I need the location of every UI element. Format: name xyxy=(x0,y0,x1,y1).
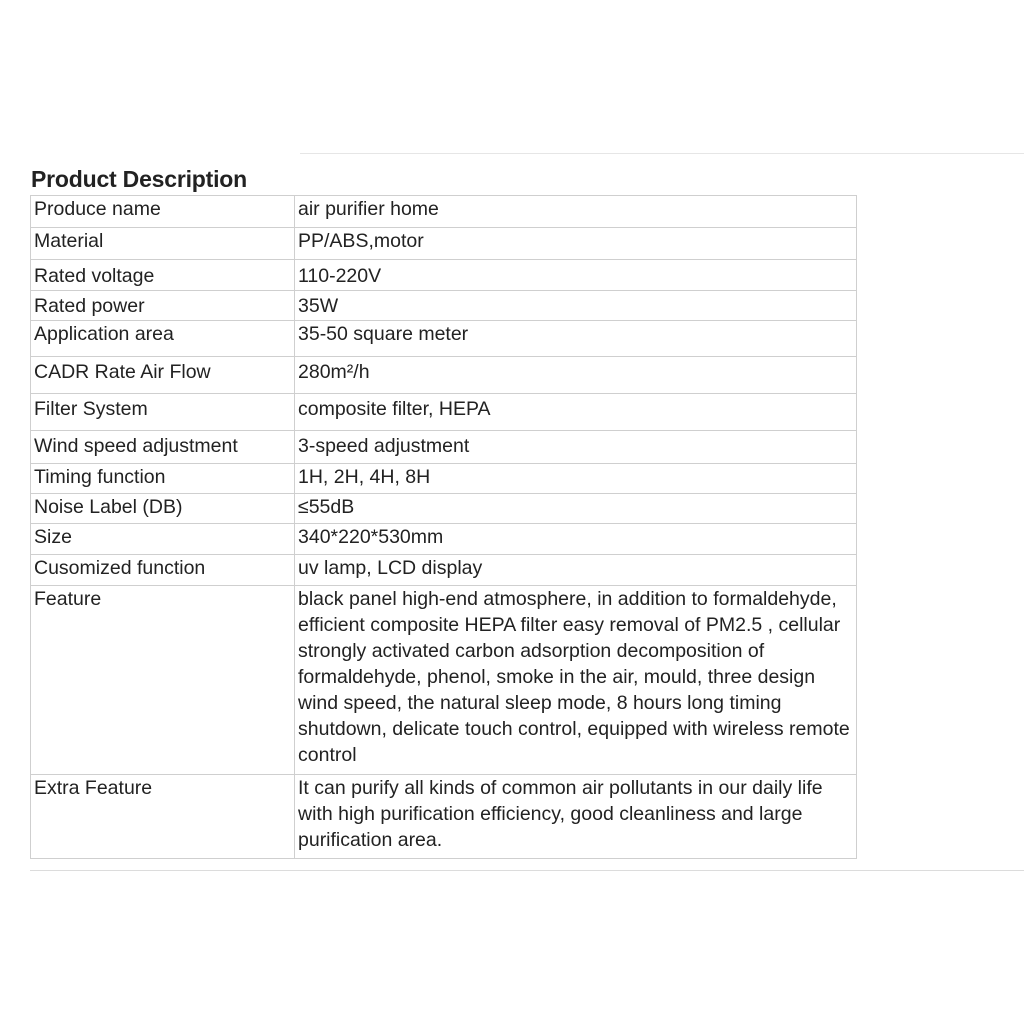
row-label: Timing function xyxy=(31,464,295,494)
table-row xyxy=(31,555,857,586)
row-label: Feature xyxy=(31,586,295,775)
table-row xyxy=(31,431,857,464)
row-value: air purifier home xyxy=(295,196,857,228)
table-row xyxy=(31,321,857,357)
bottom-divider xyxy=(30,870,1024,871)
row-label: Rated power xyxy=(31,291,295,321)
row-value: 110-220V xyxy=(295,260,857,291)
table-row xyxy=(31,775,857,859)
table-row xyxy=(31,586,857,775)
row-value: It can purify all kinds of common air pollutants in our daily life with high purification efficiency, good cleanliness and large purification area. xyxy=(295,775,857,859)
table-row xyxy=(31,394,857,431)
top-divider xyxy=(300,153,1024,154)
row-value: composite filter, HEPA xyxy=(295,394,857,431)
product-spec-table xyxy=(30,195,857,859)
row-value: 1H, 2H, 4H, 8H xyxy=(295,464,857,494)
row-label: CADR Rate Air Flow xyxy=(31,357,295,394)
row-value: 3-speed adjustment xyxy=(295,431,857,464)
row-label: Rated voltage xyxy=(31,260,295,291)
row-label: Wind speed adjustment xyxy=(31,431,295,464)
row-value: black panel high-end atmosphere, in addition to formaldehyde, efficient composite HEPA filter easy removal of PM2.5 , cellular strongly activated carbon adsorption decomposition of formaldehyde, phenol, smoke in the air, mould, three design wind speed, the natural sleep mode, 8 hours long timing shutdown, delicate touch control, equipped with wireless remote control xyxy=(295,586,857,775)
row-label: Application area xyxy=(31,321,295,357)
table-row xyxy=(31,291,857,321)
page-title: Product Description xyxy=(31,166,248,192)
table-row xyxy=(31,260,857,291)
row-label: Produce name xyxy=(31,196,295,228)
row-value: 340*220*530mm xyxy=(295,524,857,555)
row-value: 35W xyxy=(295,291,857,321)
row-value: ≤55dB xyxy=(295,494,857,524)
table-row xyxy=(31,524,857,555)
table-row xyxy=(31,196,857,228)
row-value: 35-50 square meter xyxy=(295,321,857,357)
row-value: PP/ABS,motor xyxy=(295,228,857,260)
row-label: Material xyxy=(31,228,295,260)
row-label: Size xyxy=(31,524,295,555)
row-value: uv lamp, LCD display xyxy=(295,555,857,586)
row-label: Noise Label (DB) xyxy=(31,494,295,524)
row-label: Extra Feature xyxy=(31,775,295,859)
table-row xyxy=(31,464,857,494)
row-label: Cusomized function xyxy=(31,555,295,586)
table-row xyxy=(31,357,857,394)
table-row xyxy=(31,228,857,260)
row-label: Filter System xyxy=(31,394,295,431)
table-row xyxy=(31,494,857,524)
row-value: 280m²/h xyxy=(295,357,857,394)
